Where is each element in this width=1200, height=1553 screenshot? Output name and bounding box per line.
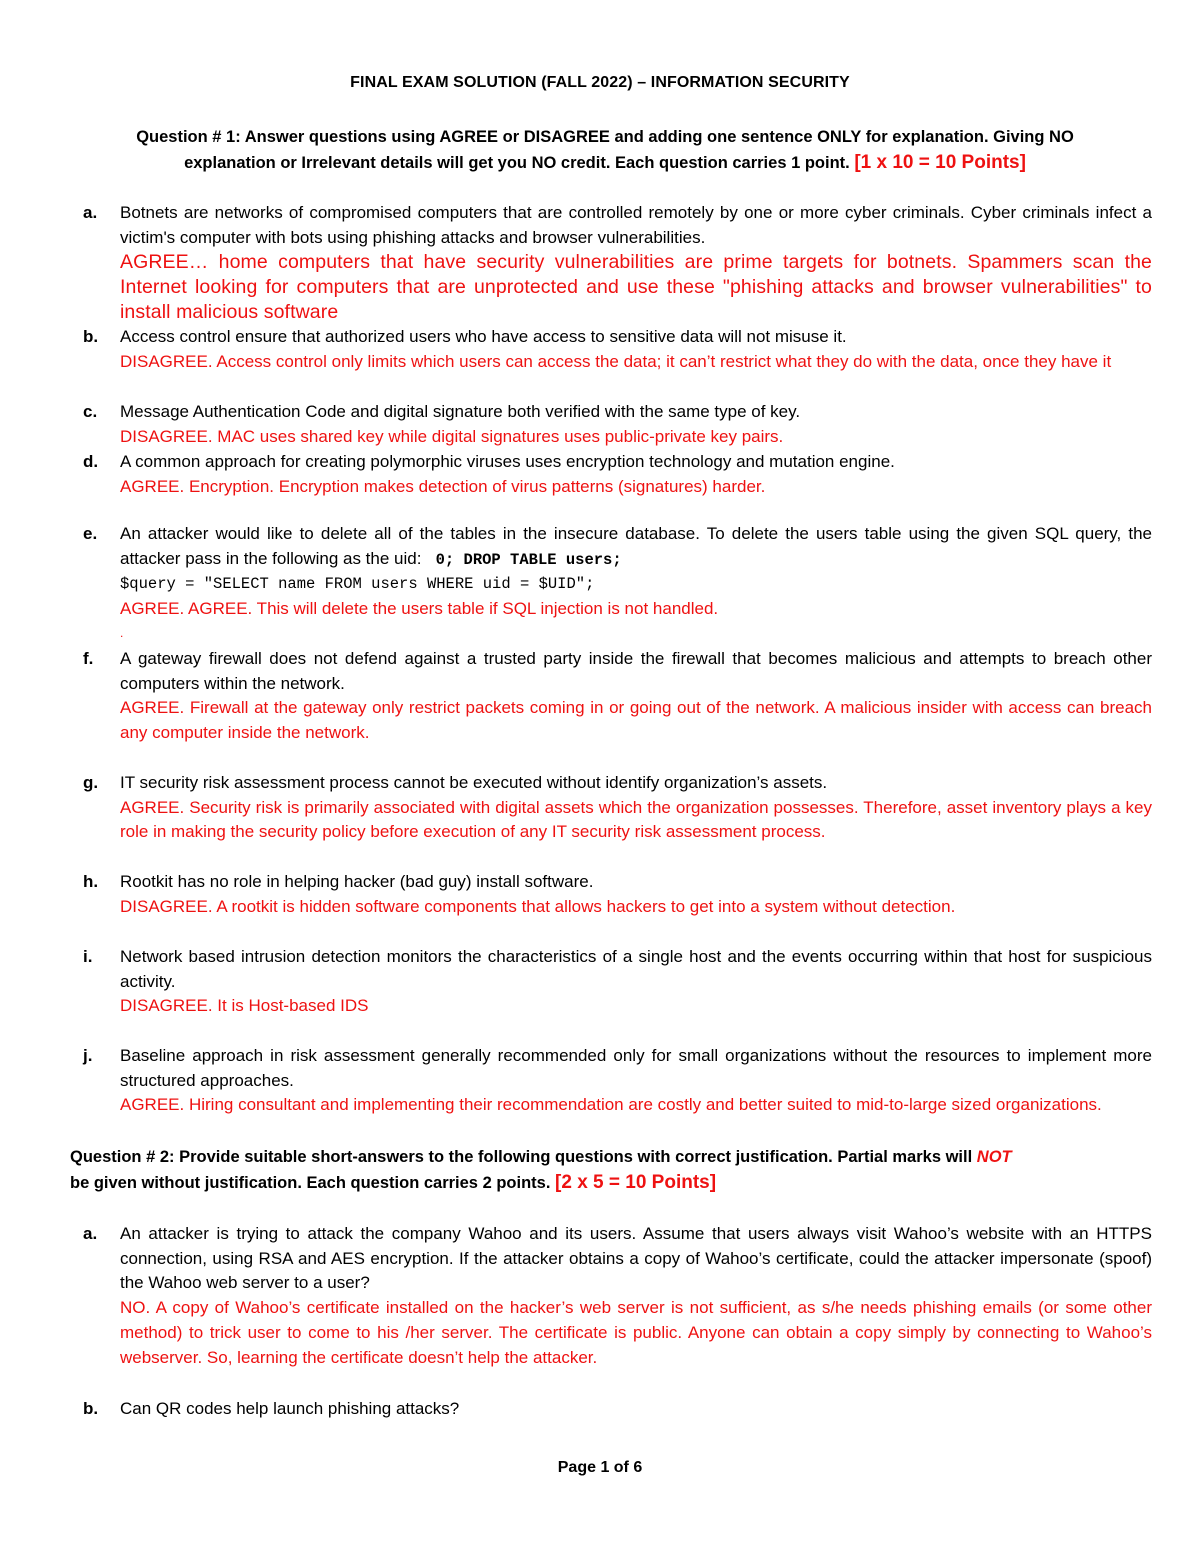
item-label: e.	[83, 524, 98, 543]
question-2-heading-line1: Question # 2: Provide suitable short-answers to the following questions with correct justification. Partial marks will NOT	[70, 1148, 1012, 1166]
item-label: j.	[83, 1046, 93, 1065]
q1-item-h	[70, 870, 1152, 919]
sql-injection-uid: 0; DROP TABLE users;	[435, 550, 622, 569]
q2-item-a	[70, 1222, 1152, 1370]
item-answer: NO. A copy of Wahoo’s certificate installed on the hacker’s web server is not sufficient, as s/he needs phishing emails (or some other method) to trick user to come to his /her server. The certificate is public. Anyone can obtain a copy simply by connecting to Wahoo’s webserver. So, learning the certificate doesn’t help the attacker.	[120, 1298, 1152, 1367]
item-answer: AGREE. Firewall at the gateway only restrict packets coming in or going out of the network. A malicious insider with access can breach any computer inside the network.	[120, 698, 1152, 743]
item-question: A common approach for creating polymorphic viruses uses encryption technology and mutation engine.	[120, 452, 895, 471]
item-answer: AGREE… home computers that have security vulnerabilities are prime targets for botnets. Spammers scan the Internet looking for computers that are unprotected and use these "phishing attacks and browser vulnerabilities" to install malicious software	[120, 251, 1152, 324]
item-answer: AGREE. Hiring consultant and implementing their recommendation are costly and better suited to mid-to-large sized organizations.	[120, 1095, 1102, 1115]
item-question: An attacker is trying to attack the company Wahoo and its users. Assume that users always visit Wahoo’s website with an HTTPS connection, using RSA and AES encryption. If the attacker obtains a copy of Wahoo’s certificate, could the attacker impersonate (spoof) the Wahoo web server to a user?	[120, 1224, 1152, 1293]
q1-item-d	[70, 450, 1152, 499]
question-2-points: [2 x 5 = 10 Points]	[555, 1172, 717, 1193]
question-1-points: [1 x 10 = 10 Points]	[854, 152, 1026, 173]
question-2-heading-line2: be given without justification. Each question carries 2 points. [2 x 5 = 10 Points]	[70, 1172, 717, 1193]
q1-item-g	[70, 771, 1152, 845]
item-label: c.	[83, 402, 98, 421]
item-label: a.	[83, 1224, 98, 1243]
item-answer: DISAGREE. A rootkit is hidden software components that allows hackers to get into a system without detection.	[120, 896, 956, 916]
q1-item-f	[70, 647, 1152, 746]
item-label: d.	[83, 452, 99, 471]
item-answer: DISAGREE. MAC uses shared key while digital signatures uses public-private key pairs.	[120, 426, 784, 446]
item-question: IT security risk assessment process cannot be executed without identify organization’s assets.	[120, 773, 828, 792]
stray-dot: .	[120, 625, 124, 640]
item-question: A gateway firewall does not defend against a trusted party inside the firewall that becomes malicious and attempts to breach other computers within the network.	[120, 649, 1152, 693]
sql-query: $query = "SELECT name FROM users WHERE uid = $UID";	[120, 575, 595, 594]
item-question: Network based intrusion detection monitors the characteristics of a single host and the events occurring within that host for suspicious activity.	[120, 947, 1152, 991]
q1-item-j	[70, 1044, 1152, 1118]
item-answer: AGREE. Security risk is primarily associated with digital assets which the organization possesses. Therefore, asset inventory plays a key role in making the security policy before execution of any IT security risk assessment process.	[120, 797, 1152, 842]
emphasis-not: NOT	[976, 1148, 1012, 1166]
question-2-heading	[70, 1144, 1140, 1196]
item-answer: AGREE. Encryption. Encryption makes detection of virus patterns (signatures) harder.	[120, 476, 766, 496]
page-number: Page 1 of 6	[557, 1459, 643, 1476]
item-question: Can QR codes help launch phishing attacks?	[120, 1399, 460, 1418]
item-question: Baseline approach in risk assessment generally recommended only for small organizations without the resources to implement more structured approaches.	[120, 1046, 1152, 1090]
item-label: h.	[83, 872, 99, 891]
item-question: Botnets are networks of compromised computers that are controlled remotely by one or more cyber criminals. Cyber criminals infect a victim's computer with bots using phishing attacks and browser vulnerabilities.	[120, 203, 1152, 247]
item-label: b.	[83, 1399, 99, 1418]
q1-item-a	[70, 201, 1152, 325]
item-question: An attacker would like to delete all of the tables in the insecure database. To delete the users table using the given SQL query, the attacker pass in the following as the uid: 0; DROP TABLE users;	[120, 524, 1152, 569]
q1-item-c	[70, 400, 1152, 449]
item-label: b.	[83, 327, 99, 346]
q2-item-b	[70, 1397, 1152, 1422]
item-label: i.	[83, 947, 93, 966]
item-question: Rootkit has no role in helping hacker (bad guy) install software.	[120, 872, 594, 891]
item-answer: AGREE. AGREE. This will delete the users table if SQL injection is not handled.	[120, 599, 719, 619]
item-label: g.	[83, 773, 99, 792]
q1-item-b	[70, 325, 1152, 374]
question-1-heading-line2: explanation or Irrelevant details will get you NO credit. Each question carries 1 point. [1 x 10 = 10 Points]	[184, 152, 1026, 173]
question-1-heading	[70, 124, 1140, 176]
item-answer: DISAGREE. It is Host-based IDS	[120, 996, 369, 1016]
item-question: Message Authentication Code and digital signature both verified with the same type of key.	[120, 402, 801, 421]
question-1-heading-line1: Question # 1: Answer questions using AGREE or DISAGREE and adding one sentence ONLY for explanation. Giving NO	[136, 128, 1074, 146]
q1-item-e	[70, 522, 1152, 644]
page-title: FINAL EXAM SOLUTION (FALL 2022) – INFORMATION SECURITY	[350, 74, 850, 91]
item-question: Access control ensure that authorized users who have access to sensitive data will not misuse it.	[120, 327, 847, 346]
item-answer: DISAGREE. Access control only limits which users can access the data; it can’t restrict what they do with the data, once they have it	[120, 351, 1112, 371]
q1-item-i	[70, 945, 1152, 1019]
item-label: f.	[83, 649, 94, 668]
item-label: a.	[83, 203, 98, 222]
